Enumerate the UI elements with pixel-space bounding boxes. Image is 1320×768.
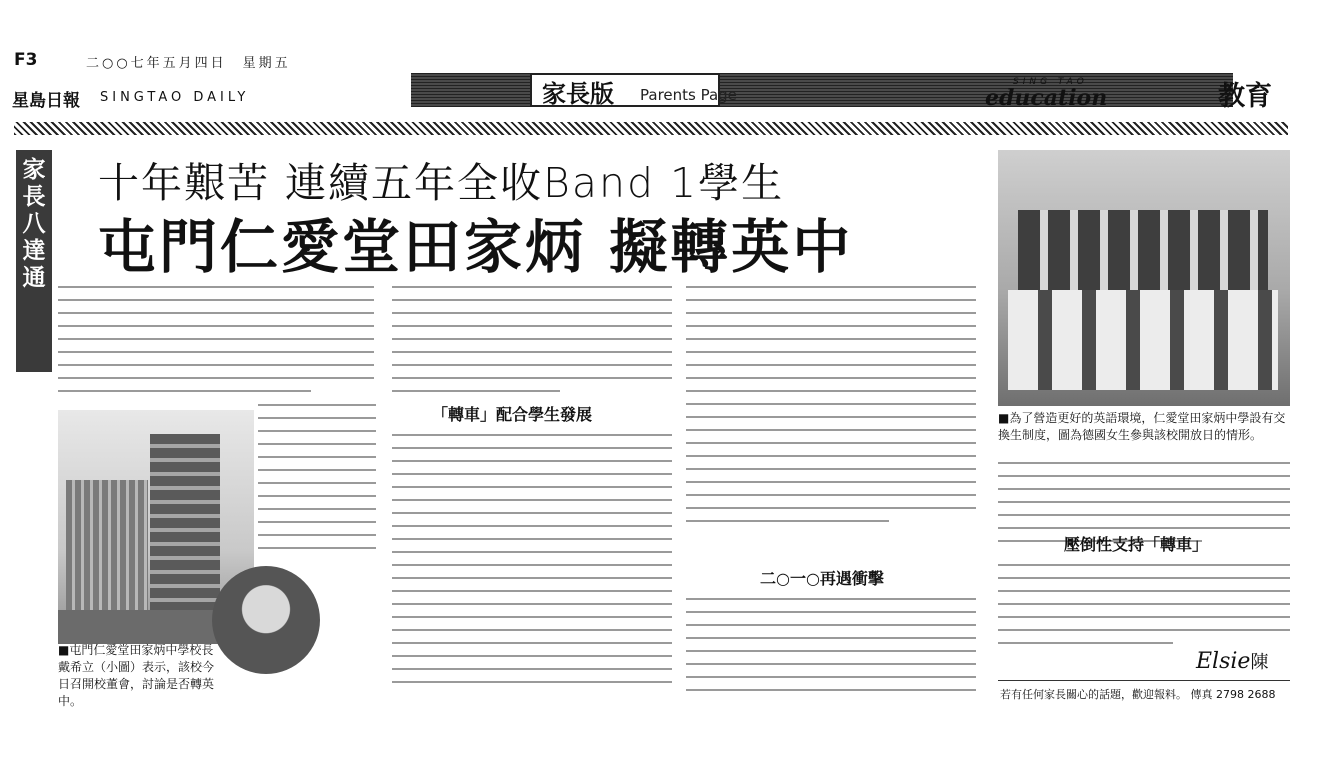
section-title-english: Parents Page <box>640 86 737 104</box>
hatched-rule <box>14 122 1288 135</box>
building-photo-caption: ■屯門仁愛堂田家炳中學校長戴希立（小圖）表示，該校今日召開校董會，討論是否轉英中。 <box>58 643 215 708</box>
principal-portrait <box>212 566 320 674</box>
section-title-chinese: 家長版 <box>542 79 614 108</box>
column-label: 家長 八達通 <box>22 156 46 291</box>
exchange-students-photo <box>998 150 1290 406</box>
author-signature: Elsie陳 <box>1196 649 1269 674</box>
page-number: F3 <box>14 50 38 70</box>
masthead-english: SINGTAO DAILY <box>100 90 250 105</box>
body-column-2-top <box>392 286 672 403</box>
body-column-4-bottom <box>998 564 1290 655</box>
masthead-chinese: 星島日報 <box>12 91 80 111</box>
subhead-1: 「轉車」配合學生發展 <box>432 405 593 424</box>
contact-footer: 若有任何家長關心的話題，歡迎報料。 傳真 2798 2688 <box>1000 688 1276 701</box>
headline-secondary: 十年艱苦 連續五年全收Band 1學生 <box>98 159 785 207</box>
education-logo: education <box>985 85 1108 111</box>
section-right-title: 教育 <box>1218 81 1272 112</box>
subhead-2: 二○一○再遇衝擊 <box>760 569 884 588</box>
body-column-2-bottom <box>392 434 672 694</box>
subhead-3: 壓倒性支持「轉車」 <box>1064 535 1209 554</box>
body-column-3-top <box>686 286 976 533</box>
footer-divider <box>998 680 1290 681</box>
headline-main: 屯門仁愛堂田家炳 擬轉英中 <box>98 213 854 281</box>
body-column-1 <box>58 286 374 403</box>
issue-date: 二○○七年五月四日 星期五 <box>86 56 291 71</box>
brand-small-text: SING TAO <box>1013 77 1088 87</box>
body-column-3-bottom <box>686 598 976 702</box>
group-photo-caption: ■為了營造更好的英語環境，仁愛堂田家炳中學設有交換生制度，圖為德國女生參與該校開放日的情形。 <box>998 411 1286 442</box>
body-column-1-narrow <box>258 404 376 560</box>
